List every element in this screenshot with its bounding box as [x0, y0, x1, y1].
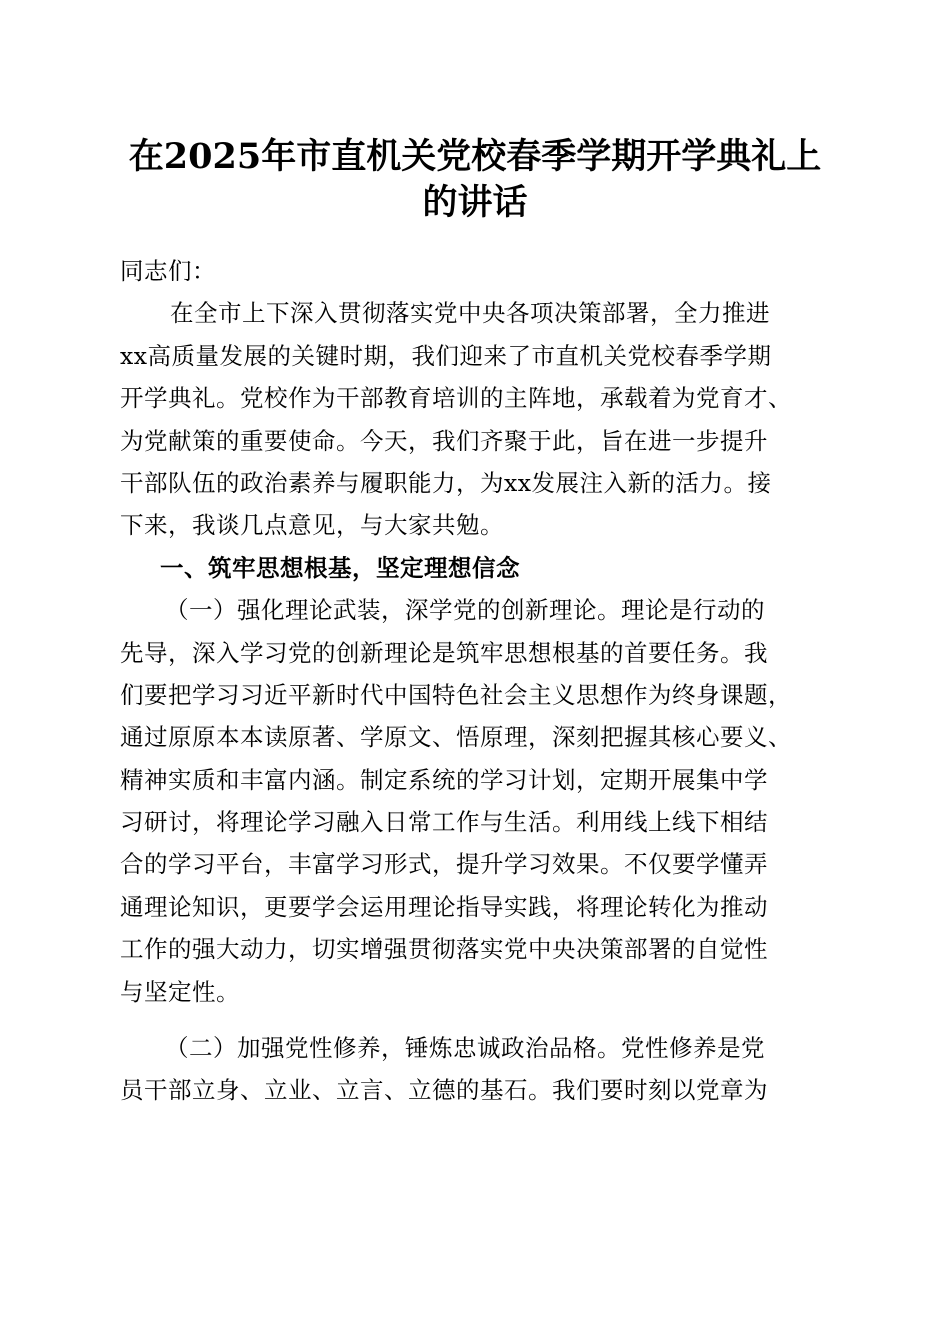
paragraph-line: 先导，深入学习党的创新理论是筑牢思想根基的首要任务。我	[120, 638, 768, 667]
paragraph-line: 工作的强大动力，切实增强贯彻落实党中央决策部署的自觉性	[120, 935, 768, 964]
paragraph-line: 员干部立身、立业、立言、立德的基石。我们要时刻以党章为	[120, 1076, 768, 1105]
title-line: 在2025年市直机关党校春季学期开学典礼上	[128, 136, 822, 177]
document-title	[110, 134, 840, 226]
salutation: 同志们：	[120, 257, 216, 285]
paragraph-line: 通过原原本本读原著、学原文、悟原理，深刻把握其核心要义、	[120, 723, 792, 752]
paragraph-line: （二）加强党性修养，锤炼忠诚政治品格。党性修养是党	[165, 1034, 765, 1063]
paragraph-gap	[120, 1013, 832, 1027]
paragraph-line: 合的学习平台，丰富学习形式，提升学习效果。不仅要学懂弄	[120, 850, 768, 879]
paragraph-line: 开学典礼。党校作为干部教育培训的主阵地，承载着为党育才、	[120, 384, 792, 413]
document-body	[120, 250, 832, 1112]
paragraph-line: 精神实质和丰富内涵。制定系统的学习计划，定期开展集中学	[120, 765, 768, 794]
paragraph-line: xx高质量发展的关键时期，我们迎来了市直机关党校春季学期	[120, 341, 772, 370]
paragraph-line: 与坚定性。	[120, 977, 240, 1006]
paragraph-line: 为党献策的重要使命。今天，我们齐聚于此，旨在进一步提升	[120, 426, 768, 455]
paragraph-line: 习研讨，将理论学习融入日常工作与生活。利用线上线下相结	[120, 808, 768, 837]
title-line: 的讲话	[422, 182, 528, 223]
paragraph-line: 下来，我谈几点意见，与大家共勉。	[120, 511, 504, 540]
paragraph-line: 们要把学习习近平新时代中国特色社会主义思想作为终身课题，	[120, 680, 792, 709]
paragraph-line: 干部队伍的政治素养与履职能力，为xx发展注入新的活力。接	[120, 468, 772, 497]
section-heading: 一、筑牢思想根基，坚定理想信念	[160, 553, 520, 582]
paragraph-line: 通理论知识，更要学会运用理论指导实践，将理论转化为推动	[120, 892, 768, 921]
paragraph-line: 在全市上下深入贯彻落实党中央各项决策部署，全力推进	[170, 299, 770, 328]
paragraph-line: （一）强化理论武装，深学党的创新理论。理论是行动的	[165, 596, 765, 625]
